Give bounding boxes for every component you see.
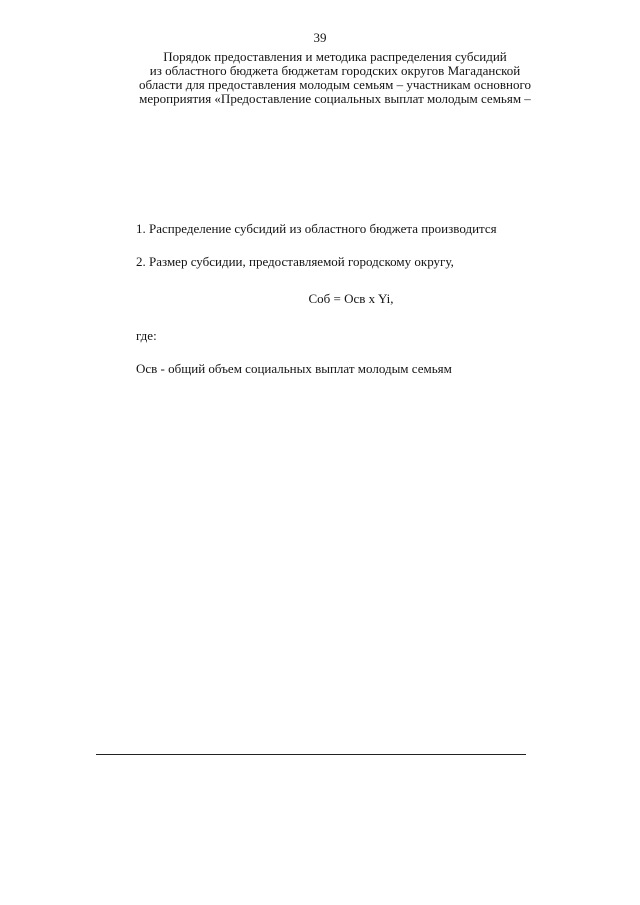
title-line: области для предоставления молодым семьям – участникам основного (138, 77, 532, 92)
definition-osv: Осв - общий объем социальных выплат молодым семьям (136, 361, 452, 376)
title-line: из областного бюджета бюджетам городских округов Магаданской (149, 63, 521, 78)
footer-divider (96, 754, 526, 755)
where-label: где: (136, 328, 157, 343)
paragraph-1: 1. Распределение субсидий из областного бюджета производится (136, 221, 497, 236)
paragraph-2: 2. Размер субсидии, предоставляемой городскому округу, (136, 254, 454, 269)
subsidy-formula: Соб = Осв x Yi, (308, 291, 394, 306)
title-line: мероприятия «Предоставление социальных выплат молодым семьям – (139, 91, 531, 106)
page-number: 39 (313, 30, 327, 45)
document-body (98, 218, 564, 391)
title-line: Порядок предоставления и методика распределения субсидий (163, 49, 507, 64)
document-title (110, 50, 560, 106)
